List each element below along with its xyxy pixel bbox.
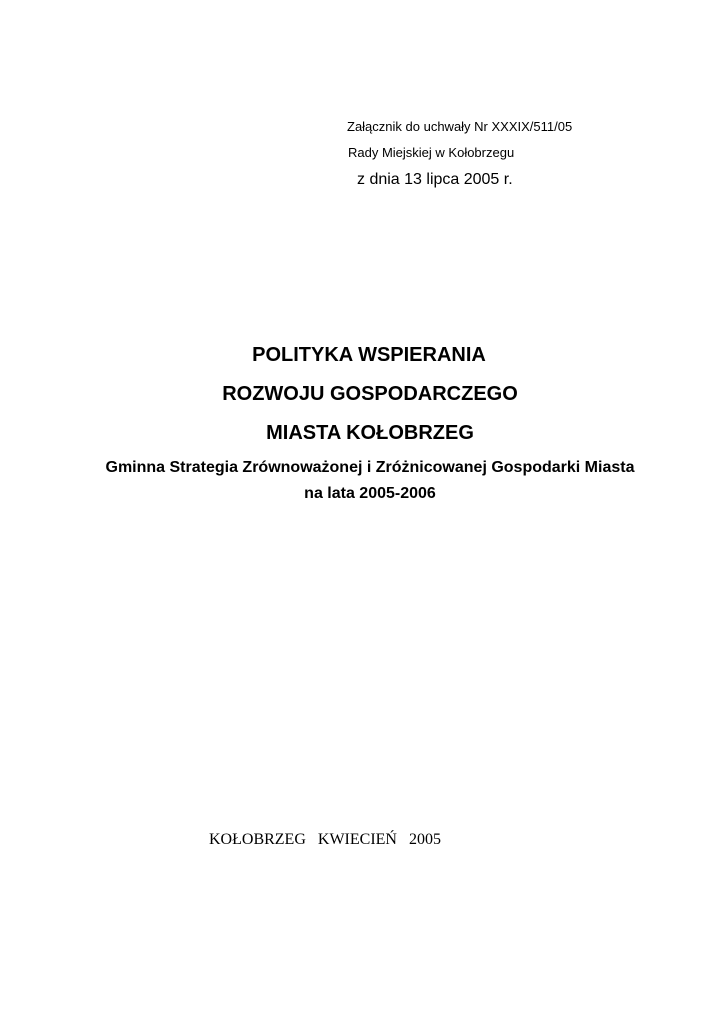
annex-council-name: Rady Miejskiej w Kołobrzegu <box>348 145 515 160</box>
annex-date: z dnia 13 lipca 2005 r. <box>357 171 513 188</box>
document-title-line-2: ROZWOJU GOSPODARCZEGO <box>222 383 518 405</box>
document-subtitle-line-2: na lata 2005-2006 <box>304 485 436 502</box>
annex-resolution-reference: Załącznik do uchwały Nr XXXIX/511/05 <box>347 119 573 134</box>
document-subtitle-line-1: Gminna Strategia Zrównoważonej i Zróżnicowanej Gospodarki Miasta <box>105 459 635 476</box>
place-and-date: KOŁOBRZEG KWIECIEŃ 2005 <box>209 831 441 848</box>
document-title-line-1: POLITYKA WSPIERANIA <box>252 344 486 366</box>
document-title-line-3: MIASTA KOŁOBRZEG <box>266 422 474 444</box>
